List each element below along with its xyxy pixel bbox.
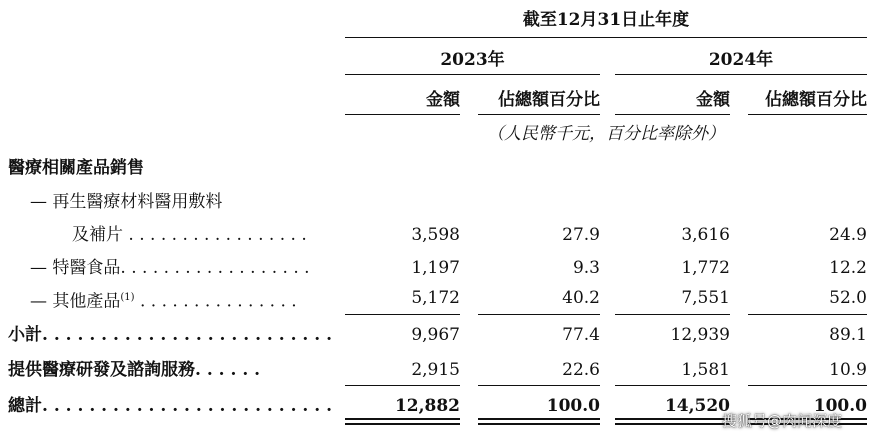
- row-label-regen: — 再生醫療材料醫用敷料: [30, 192, 223, 212]
- col-rule-2: [478, 114, 600, 115]
- year-2023-header: 2023年: [440, 50, 505, 70]
- period-header: 截至12月31日止年度: [522, 10, 690, 30]
- col-amount-2024: 金額: [696, 90, 730, 110]
- double-rule-1: [345, 418, 460, 425]
- total-rule-4: [748, 385, 867, 386]
- col-amount-2023: 金額: [426, 90, 460, 110]
- double-rule-2: [478, 418, 600, 425]
- cell-amount-2023: 3,598: [411, 225, 460, 245]
- cell-percent-2024: 100.0: [813, 396, 867, 416]
- cell-amount-2023: 1,197: [411, 258, 460, 278]
- row-label-other: [30, 288, 360, 312]
- cell-amount-2024: 3,616: [681, 225, 730, 245]
- year-2023-rule: [345, 74, 600, 75]
- year-2024-rule: [615, 74, 867, 75]
- year-2024-header: 2024年: [708, 50, 774, 70]
- row-label-special-food: — 特醫食品. . . . . . . . . . . . . . . . . .: [30, 258, 310, 278]
- row-label-total: 總計. . . . . . . . . . . . . . . . . . . . . . . . .: [8, 396, 333, 416]
- header-rule-top: [345, 37, 867, 38]
- cell-amount-2023: 12,882: [394, 396, 460, 416]
- cell-amount-2024: 12,939: [670, 325, 730, 345]
- cell-percent-2024: 10.9: [829, 360, 867, 380]
- subtotal-rule-4: [748, 314, 867, 315]
- cell-percent-2023: 77.4: [562, 325, 600, 345]
- subtotal-rule-2: [478, 314, 600, 315]
- double-rule-3: [615, 418, 730, 425]
- cell-percent-2024: 12.2: [829, 258, 867, 278]
- total-rule-1: [345, 385, 460, 386]
- unit-note: （人民幣千元，百分比率除外）: [487, 124, 725, 144]
- cell-amount-2024: 14,520: [664, 396, 730, 416]
- cell-amount-2023: 2,915: [411, 360, 460, 380]
- row-label-services: 提供醫療研發及諮詢服務. . . . . .: [8, 360, 261, 380]
- row-label-patch: 及補片 . . . . . . . . . . . . . . . . .: [72, 225, 307, 245]
- cell-amount-2024: 1,772: [681, 258, 730, 278]
- col-rule-4: [748, 114, 867, 115]
- cell-amount-2024: 1,581: [681, 360, 730, 380]
- row-label-subtotal: 小計. . . . . . . . . . . . . . . . . . . . . . . . .: [8, 325, 333, 345]
- col-rule-3: [615, 114, 730, 115]
- cell-percent-2023: 27.9: [562, 225, 600, 245]
- total-rule-3: [615, 385, 730, 386]
- cell-percent-2024: 89.1: [829, 325, 867, 345]
- cell-amount-2024: 7,551: [681, 288, 730, 308]
- footnote-ref: (1): [120, 292, 135, 303]
- cell-amount-2023: 5,172: [411, 288, 460, 308]
- section-title: 醫療相關產品銷售: [8, 158, 144, 178]
- row-label-other-dots: . . . . . . . . . . . . . . .: [134, 291, 297, 312]
- cell-percent-2023: 40.2: [562, 288, 600, 308]
- cell-percent-2023: 100.0: [546, 396, 600, 416]
- subtotal-rule-1: [345, 314, 460, 315]
- col-rule-1: [345, 114, 460, 115]
- row-label-other-text: — 其他產品: [30, 291, 121, 312]
- cell-percent-2024: 24.9: [829, 225, 867, 245]
- watermark-text: 搜狐号@肉闻深度: [722, 412, 843, 430]
- cell-percent-2023: 22.6: [562, 360, 600, 380]
- subtotal-rule-3: [615, 314, 730, 315]
- cell-amount-2023: 9,967: [411, 325, 460, 345]
- total-rule-2: [478, 385, 600, 386]
- col-percent-2024: 佔總額百分比: [765, 90, 867, 110]
- cell-percent-2024: 52.0: [829, 288, 867, 308]
- cell-percent-2023: 9.3: [572, 258, 600, 278]
- col-percent-2023: 佔總額百分比: [498, 90, 600, 110]
